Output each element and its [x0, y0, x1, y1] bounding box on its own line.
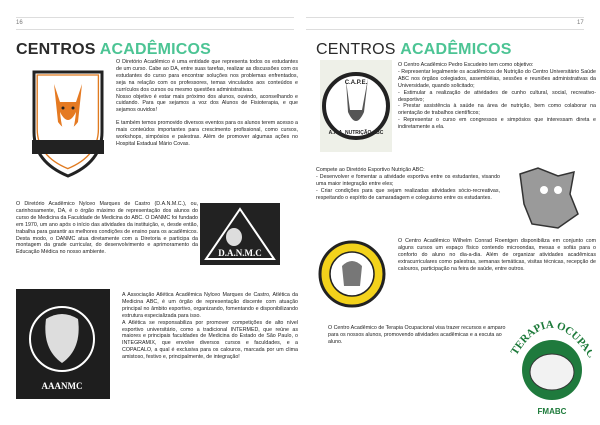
cape-text — [398, 62, 596, 131]
top-rule — [306, 17, 584, 18]
paragraph: O Centro Acadêmico Wilhelm Conrad Roentgen disponibiliza em conjunto com alguns cursos um espaço físico contendo microondas, mesas e sofás para o conforto do aluno no dia-a-dia. Além de organizar atividades acadêmicas extracurriculares como palestras, semanas temáticas, visitas técnicas, recepção de calouros, participação na feira de saúde, entre outros. — [398, 238, 596, 272]
danmc-text — [16, 201, 198, 256]
top-rule — [16, 17, 294, 18]
cape-logo — [320, 60, 392, 152]
roentgen-text — [398, 238, 596, 273]
text-line: O Centro Acadêmico Pedro Escudeiro tem como objetivo: — [398, 62, 534, 68]
header-rule — [306, 29, 584, 30]
esportivo-mascot-image — [508, 164, 588, 232]
title-accent: ACADÊMICOS — [400, 41, 512, 58]
title-part1: CENTROS — [16, 41, 96, 58]
to-text — [328, 325, 510, 346]
terapia-ocupacional-logo — [508, 300, 592, 420]
page-title — [316, 41, 512, 59]
atletica-text — [122, 292, 298, 361]
text-line: - Estimular a realização de atividades de cunho cultural, social, recreativo-desportivo; — [398, 89, 596, 103]
text-line: - Criar condições para que sejam realizadas atividades sócio-recreativas, respeitando o espírito de camaradagem e coleguismo entre os estudantes. — [316, 187, 500, 201]
paragraph: A Associação Atlética Acadêmica Nylceo Marques de Castro, Atlética da Medicina ABC, é um órgão de representação discente com atuação principal no âmbito esportivo, organizando, fomentando e disponibilizando estrutura especializada para isso. — [122, 292, 298, 319]
paragraph: O Centro Acadêmico de Terapia Ocupacional visa trazer recursos e amparo para os nossos alunos, promovendo atividades acadêmicas e a escuta ao aluno. — [328, 325, 506, 345]
fisio-text — [116, 59, 298, 148]
page-number: 16 — [16, 20, 23, 26]
paragraph: E também temos promovido diversos eventos para os alunos terem acesso a mais conteúdos importantes para crescimento profissional, como cursos, workshops, simpósios e palestras. Além de promover algumas ações no Hospital Estadual Mário Covas. — [116, 120, 298, 147]
paragraph: A Atlética se responsabiliza por promover competições de alto nível esportivo universitário, como a tradicional INTERMED, que reúne as maiores e principais faculdades de Medicina do Estado de São Paulo, o INTEGRAMIX, que envolve diversos cursos e faculdades, e a COPACALO, a qual é exclusiva para os calouros, marcada por um clima amistoso, festivo e, principalmente, de integração! — [122, 319, 298, 361]
text-line: - Representar legalmente os acadêmicos de Nutrição do Centro Universitário Saúde ABC nos órgãos colegiados, assembléias, sessões e reuniões administrativas da Universidade, quando solicitado; — [398, 68, 596, 89]
fisioterapia-logo — [26, 62, 110, 178]
atletica-logo — [16, 289, 110, 399]
cape-logo-top: C.A.P.E. — [344, 80, 368, 86]
to-logo-bottom: FMABC — [537, 407, 567, 416]
to-logo-top: TERAPIA OCUPA — [508, 318, 592, 358]
roentgen-logo — [318, 236, 386, 310]
esportivo-text — [316, 167, 500, 202]
page-number: 17 — [577, 20, 584, 26]
title-accent: ACADÊMICOS — [99, 41, 212, 58]
header-rule — [16, 29, 294, 30]
cape-logo-bottom: A.A.A. NUTRIÇÃO ABC — [328, 130, 384, 136]
title-part1: CENTROS — [316, 41, 396, 58]
atletica-logo-text: AAANMC — [41, 381, 83, 391]
text-line: - Desenvolver e fomentar a atividade esportiva entre os estudantes, visando uma maior integração entre eles; — [316, 173, 500, 187]
danmc-logo-text: D.A.N.M.C — [218, 248, 262, 258]
page-title — [16, 41, 211, 59]
paragraph: O Diretório Acadêmico Nylceo Marques de Castro (D.A.N.M.C.), ou, carinhosamente, DA, é o órgão máximo de representação dos alunos do curso de Medicina da Faculdade de Medicina do ABC. O DANMC foi fundado em 1970, um ano após o início das atividades da instituição, e, desde então, trabalha para garantir as melhores condições de ensino para os acadêmicos. Desta modo, o DANMC atua diretamente com a Diretoria e participa da montagem da grade curricular, do desenvolvimento e aprimoramento da Educação Médica no nosso ambiente. — [16, 201, 198, 256]
text-line: - Prestar assistência à saúde na área de nutrição, bem como colaborar na orientação de trabalhos científicos; — [398, 103, 596, 117]
text-line: - Representar o curso em congressos e simpósios que interessam direta e indiretamente a ela. — [398, 117, 596, 131]
paragraph: O Diretório Acadêmico é uma entidade que representa todos os estudantes de um curso. Cabe ao DA, entre suas tarefas, realizar as discussões com os estudantes do curso para encontrar soluções nos problemas enfrentados, seja na relação com os professores, temas vinculados aos conteúdos e currículos dos cursos ou mesmo questões administrativas. — [116, 59, 298, 93]
text-line: Compete ao Diretório Esportivo Nutrição ABC: — [316, 167, 425, 173]
paragraph: Nosso objetivo é estar mais próximo dos alunos, ouvindo, aconselhando e cuidando. Para que sejamos a voz dos Alunos de Fisioterapia, e que sejamos ouvidos! — [116, 93, 298, 114]
danmc-logo — [200, 203, 280, 265]
